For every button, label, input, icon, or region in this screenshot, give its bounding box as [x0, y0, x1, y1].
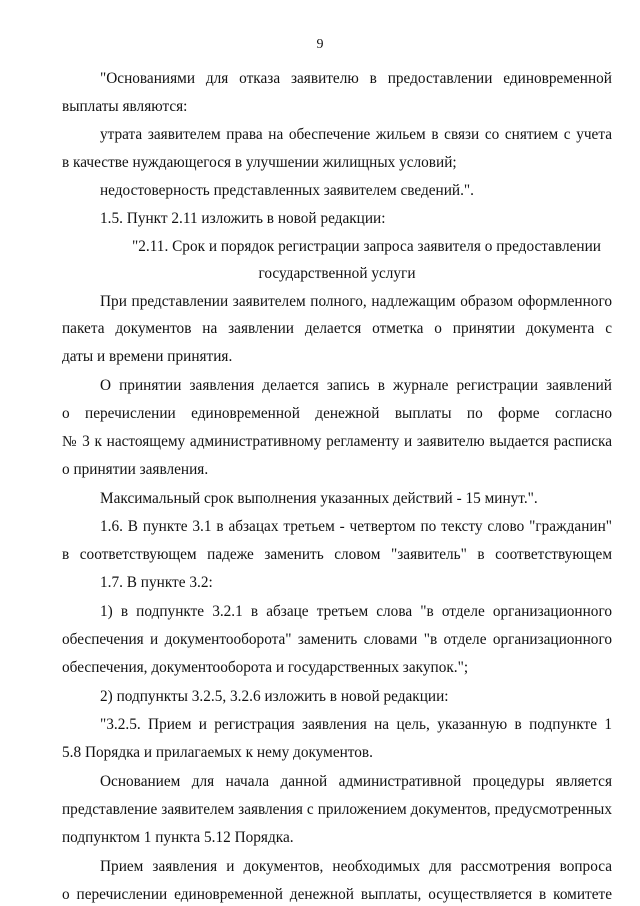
text-line: 2) подпункты 3.2.5, 3.2.6 изложить в новой редакции:: [100, 688, 449, 705]
text-line: "3.2.5. Прием и регистрация заявления на цель, указанную в подпункте 1: [100, 716, 612, 733]
text-line: о перечислении единовременной денежной выплаты по форме согласно: [62, 405, 612, 422]
text-line: пакета документов на заявлении делается отметка о принятии документа с: [62, 320, 612, 337]
text-line: При представлении заявителем полного, надлежащим образом оформленного: [100, 293, 612, 310]
text-line: № 3 к настоящему административному регламенту и заявителю выдается расписка: [62, 433, 612, 450]
text-line: 1.5. Пункт 2.11 изложить в новой редакции:: [100, 210, 386, 227]
text-line: О принятии заявления делается запись в журнале регистрации заявлений: [100, 377, 612, 394]
text-line: Основанием для начала данной административной процедуры является: [100, 773, 612, 790]
text-line: 1) в подпункте 3.2.1 в абзаце третьем слова "в отделе организационного: [100, 603, 612, 620]
text-line: представление заявителем заявления с приложением документов, предусмотренных: [62, 801, 612, 818]
text-line: о перечислении единовременной денежной выплаты, осуществляется в комитете: [62, 886, 612, 903]
page-number: 9: [316, 37, 324, 52]
text-line: "Основаниями для отказа заявителю в предоставлении единовременной: [100, 70, 612, 87]
text-line: в качестве нуждающегося в улучшении жилищных условий;: [62, 154, 457, 171]
text-line: о принятии заявления.: [62, 461, 209, 478]
text-line: утрата заявителем права на обеспечение жильем в связи со снятием с учета: [100, 126, 612, 143]
text-line: 1.7. В пункте 3.2:: [100, 574, 213, 591]
text-line: недостоверность представленных заявителем сведений.".: [100, 182, 475, 199]
text-line: даты и времени принятия.: [62, 348, 233, 365]
text-line: Максимальный срок выполнения указанных действий - 15 минут.".: [100, 490, 538, 507]
text-line: обеспечения и документооборота" заменить словами "в отделе организационного: [62, 631, 612, 648]
section-heading: "2.11. Срок и порядок регистрации запроса заявителя о предоставлении: [132, 238, 601, 255]
text-line: 5.8 Порядка и прилагаемых к нему документов.: [62, 744, 373, 761]
text-line: выплаты являются:: [62, 98, 188, 115]
text-line: обеспечения, документооборота и государственных закупок.";: [62, 659, 469, 676]
text-line: в соответствующем падеже заменить словом "заявитель" в соответствующем: [62, 546, 612, 563]
text-line: 1.6. В пункте 3.1 в абзацах третьем - четвертом по тексту слово "гражданин": [100, 518, 612, 535]
section-heading: государственной услуги: [258, 265, 416, 282]
text-line: Прием заявления и документов, необходимых для рассмотрения вопроса: [100, 858, 612, 875]
text-line: подпунктом 1 пункта 5.12 Порядка.: [62, 829, 294, 846]
